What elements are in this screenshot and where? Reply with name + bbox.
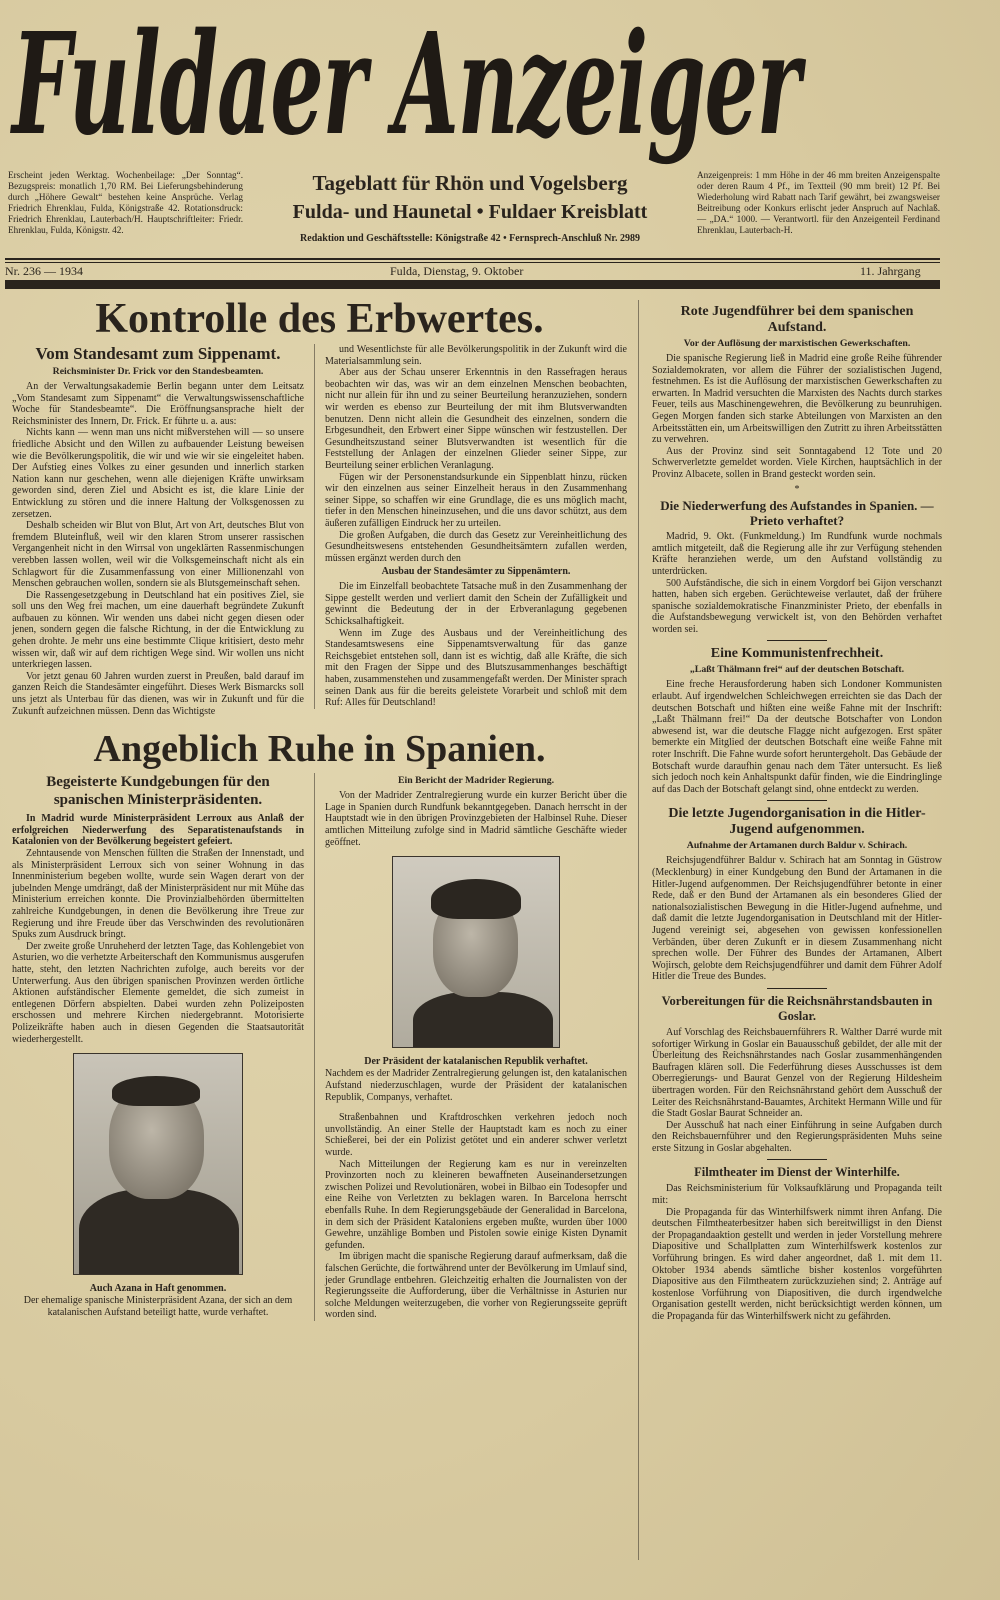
masthead-address: Redaktion und Geschäftsstelle: Königstraße 42 • Fernsprech-Anschluß Nr. 2989 [300,233,640,244]
paragraph-list [12,813,304,848]
paragraph-list [12,381,304,717]
divider [767,988,827,989]
issue-date: Fulda, Dienstag, 9. Oktober [390,264,524,278]
advertising-info: Anzeigenpreis: 1 mm Höhe in der 46 mm breiten Anzeigenspalte oder deren Raum 4 Pf., im Textteil (90 mm breit) 12 Pf. Bei Wiederholung wird Rabatt nach Tarif gewährt, bei zwangsweiser Beitreibung oder Konkurs erlischt jeder Anspruch auf Nachlaß. — „DA.“ 1000. — Verantwortl. für den Anzeigenteil Ferdinand Ehrenklau, Lauterbach-H. [697,170,940,235]
caption-text: Der ehemalige spanische Ministerpräsident Azana, der sich an dem katalanischen Aufstand beteiligt hatte, wurde verhaftet. [23,1295,293,1319]
article-title: Die Niederwerfung des Aufstandes in Spanien. — Prieto verhaftet? [660,498,934,529]
divider [5,280,940,289]
paragraph-list [325,790,627,848]
article-dek: Aufnahme der Artamanen durch Baldur v. Schirach. [686,840,908,852]
paragraph: Der zweite große Unruheherd der letzten Tage, das Kohlengebiet von Asturien, wo die verhetzte Arbeiterschaft den Kommunismus ausgerufen hatte, steht, den letzten Nachrichten zufolge, auch bereits vor der Unterwerfung. Aus den übrigen spanischen Provinzen werden örtliche Aktionen aufständischer Elemente gemeldet, die sich zumeist in entlegenen Dörfern abspielten. Dabei wurden zehn Polizeiposten erschossen und mehrere Kirchen niedergebrannt. Motorisierte Polizeikräfte haben auch in diesen Gegenden die Staatsautorität wiederhergestellt. [12,940,304,1045]
paragraph: 500 Aufständische, die sich in einem Vorgdorf bei Gijon verschanzt hatten, haben sich ergeben. Gerüchteweise verlautet, daß der frühere spanische sozialdemokratische Finanzminister Prieto, der ebenfalls in die Aufstandsbewegung verwickelt ist, von den Behörden verhaftet worden sei. [652,577,942,635]
main-stories [12,294,627,1321]
paragraph: Zehntausende von Menschen füllten die Straßen der Innenstadt, und als Ministerpräsident Lerroux sich von seiner Wohnung in das Innenministerium begeben wollte, wurde sein Wagen derart von der jubelnden Menge umdrängt, daß der Ministerpräsident nur mit Mühe das Ministerium erreichen konnte. Die Provinzialbehörden übermittelten zahlreiche Kundgebungen, in denen die Bevölkerung ihre Treue zur Regierung und ihre Freude über das Verschwinden des revolutionären Spuks zum Ausdruck bringt. [12,848,304,941]
paragraph-list [652,855,942,983]
paragraph: Die Rassengesetzgebung in Deutschland hat ein positives Ziel, sie soll uns den Weg frei machen, um eine dauerhaft begründete Zukunft aufbauen zu können. Wir wenden uns dabei nicht gegen diesen oder jenen, sondern gegen die falsche Richtung, in der die Entwicklung zu gehen drohte. Je mehr uns eine bestimmte Clique kritisiert, desto mehr wissen wir, daß wir auf dem richtigen Wege sind. Wir wollen uns nicht unterkriegen lassen. [12,589,304,671]
paragraph: Vor jetzt genau 60 Jahren wurden zuerst in Preußen, bald darauf im ganzen Reich die Standesämter eingeführt. Dieses Werk Bismarcks soll uns jetzt als Unterbau für das dienen, was wir in Zukunft und für die Zukunft aufzeichnen müssen. Denn das Wichtigste [12,670,304,717]
masthead-subtitle-2: Fulda- und Haunetal • Fuldaer Kreisblatt [292,201,648,223]
paragraph-list [325,1112,627,1321]
paragraph: Auf Vorschlag des Reichsbauernführers R. Walther Darré wurde mit sofortiger Wirkung in Goslar ein Bauausschuß gebildet, der alle mit der Überleitung des Reichsnährstandes nach Goslar zusammenhängenden Baufragen klären soll. Die Federführung dieses Ausschusses ist dem Oberregierungs- und Baurat Genzel von der Regierung Hildesheim übertragen worden. Für den Reichsnährstand gehört dem Ausschuß der Leiter des Reichsnährstand-Bauamtes, Architekt Hermann Wille und für die Stadt Goslar Baurat Schneider an. [652,1026,942,1120]
right-column [652,304,942,1323]
column-rule [638,300,639,1560]
caption-title: Auch Azana in Haft genommen. [89,1283,227,1295]
caption-title: Der Präsident der katalanischen Republik verhaftet. [364,1056,588,1068]
paragraph-list [12,848,304,1045]
volume: 11. Jahrgang [860,264,921,278]
paragraph-list [325,344,627,564]
paragraph: Madrid, 9. Okt. (Funkmeldung.) Im Rundfunk wurde nochmals amtlich mitgeteilt, daß die Regierung alle ihr zur Verfügung stehenden Kräfte heranziehen werde, um den Aufstand vollständig zu unterdrücken. [652,531,942,577]
paragraph: Die spanische Regierung ließ in Madrid eine große Reihe führender Sozialdemokraten, vor allem die Führer der sozialistischen Jugend, festnehmen. Es ist die Auflösung der marxistischen Gewerkschaften zu erwarten. In Madrid versuchten die Marxisten des Nachts durch starkes Feuer, teils aus Maschinengewehren, die Bevölkerung zu beunruhigen. Gegen Morgen fanden sich starke Abteilungen von Marxisten an den Arbeitsstätten ein, um Arbeitswilligen den Zutritt zu ihren Arbeitsstätten zu verwehren. [652,353,942,446]
article-dek: Reichsminister Dr. Frick vor den Standesbeamten. [52,366,264,377]
paragraph: Fügen wir der Personenstandsurkunde ein Sippenblatt hinzu, rücken wir den einzelnen aus seiner Einzelheit heraus in den Zusammenhang seiner Sippe, so schaffen wir eine Grundlage, die es uns möglich macht, tiefer in den Menschen hineinzusehen, und die uns davor schützt, aus dem äußeren zufälligen Eindruck her zu urteilen. [325,471,627,529]
paragraph-list [652,679,942,795]
photo-azana [73,1053,243,1275]
paragraph-list [325,581,627,709]
paragraph: Die im Einzelfall beobachtete Tatsache muß in den Zusammenhang der Sippe gestellt werden und verliert damit den Schein der Zufälligkeit und gewinnt die Bedeutung der in der Erbveranlagung gegebenen Schicksalhaftigkeit. [325,581,627,628]
publisher-info: Erscheint jeden Werktag. Wochenbeilage: „Der Sonntag“. Bezugspreis: monatlich 1,70 RM. Bei Lieferungsbehinderung durch „Höhere Gewalt“ bestehen keine Ansprüche. Verlag Friedrich Ehrenklau, Fulda, Königstraße 42. Rotationsdruck: Friedrich Ehrenklau, Lauterbach/H. Hauptschriftleiter: Friedr. Ehrenklau, Fulda, Königstr. 42. [8,170,243,235]
paragraph: An der Verwaltungsakademie Berlin begann unter dem Leitsatz „Vom Standesamt zum Sippenamt“ die Verwaltungswissenschaftliche Woche für Standesbeamte“. Die Eröffnungsansprache hielt der Reichsminister des Innern, Dr. Frick. Er führte u. a. aus: [12,381,304,427]
headline-spanien: Angeblich Ruhe in Spanien. [93,728,546,771]
article-title: Rote Jugendführer bei dem spanischen Aufstand. [680,304,914,335]
paragraph: Aus der Provinz sind seit Sonntagabend 12 Tote und 20 Schwerverletzte gemeldet worden. Viele Kirchen, hauptsächlich in der Provinz Albacete, sollen in Brand gesteckt worden sein. [652,445,942,480]
article-title: Begeisterte Kundgebungen für den spanischen Ministerpräsidenten. [46,774,270,809]
paragraph: Reichsjugendführer Baldur v. Schirach hat am Sonntag in Güstrow (Mecklenburg) in einer Kundgebung den Bund der Artamanen in die Hitler-Jugend aufgenommen. Der Reichsjugendführer betonte in einer Rede, daß er den Bund der Artamanen als ein besonderes Glied der nationalsozialistischen Bewegung in die Hitler-Jugend aufnehme, und daß damit die letzte Jugendorganisation in Deutschland mit der Hitler-Jugend vereinigt sei, abgesehen von gewissen konfessionellen Verbänden, über deren Zukunft er in diesem Zusammenhang nicht sprechen wolle. Der Führer des Bundes der Artamanen, Albert Wojirsch, gelobte dem Reichsjugendführer und damit dem Führer Adolf Hitler die Treue des Bundes. [652,855,942,983]
headline-erbwert: Kontrolle des Erbwertes. [95,296,544,342]
paragraph: Wenn im Zuge des Ausbaus und der Vereinheitlichung des Standesamtswesens eine Sippenamtsverwaltung für das ganze Reichsgebiet entstehen soll, dann ist es wichtig, daß alle Kräfte, die sich mit den Fragen der Sippe und des Blutszusammenhanges beschäftigt haben, zusammenstehen und zusammengefaßt werden. Der Minister sprach seinen Dank aus für die bereits geleistete Vorarbeit und schloß mit dem Ruf: Alles für Deutschland! [325,627,627,709]
article-title: Eine Kommunistenfrechheit. [710,646,884,662]
asterisk-separator: * [794,483,800,495]
paragraph: Von der Madrider Zentralregierung wurde ein kurzer Bericht über die Lage in Spanien durch Rundfunk bekanntgegeben. Danach herrscht in der Hauptstadt wie in den übrigen Provinzgebieten der Halbinsel Ruhe. Dieser amtlichen Mitteilung zufolge sind in Madrid sämtliche Geschäfte wieder geöffnet. [325,790,627,848]
paragraph-list [652,353,942,481]
paragraph: Straßenbahnen und Kraftdroschken verkehren jedoch noch unvollständig. An einer Stelle der Hauptstadt kam es noch zu einer Schießerei, bei der ein Polizist getötet und ein anderer schwer verletzt wurde. [325,1112,627,1158]
paragraph: Aber aus der Schau unserer Erkenntnis in den Rassefragen heraus beobachten wir das, was wir an dem einzelnen Menschen beobachten, nicht nur allein für ihn und zu seiner Beurteilung heranzuziehen, sondern wir werden es ebenso zur Beurteilung der mit ihm Blutsverwandten benutzen. Denn nicht allein die Gesundheit des einzelnen, sondern die Erbgesundheit, den Erbwert einer Sippe wünschen wir festzustellen. Der Gesundheitszustand seiner Blutsverwandten ist wesentlich für die Feststellung der Anlagen der einzelnen Glieder seiner Sippe, zur Beurteilung seiner erblichen Veranlagung. [325,367,627,471]
paragraph: In Madrid wurde Ministerpräsident Lerroux aus Anlaß der erfolgreichen Niederwerfung des Separatistenaufstands in Katalonien von der Bevölkerung begeistert gefeiert. [12,813,304,848]
divider [767,800,827,801]
caption-text: Nachdem es der Madrider Zentralregierung gelungen ist, den katalanischen Aufstand niederzuschlagen, wurde der Präsident der katalanischen Republik, Companys, verhaftet. [325,1068,627,1104]
paragraph: Eine freche Herausforderung haben sich Londoner Kommunisten erlaubt. Auf irgendwelchen Schleichwegen erreichten sie das Dach der deutschen Botschaft und hißten eine weiße Fahne mit der Inschrift: „Laßt Thälmann frei!“ Da der deutsche Botschafter von London abwesend ist, war die deutsche Flagge nicht aufgezogen. Erst später bemerkte ein Mitglied der deutschen Botschaft eine weiße Fahne mit roter Inschrift. Die Fahne wurde sofort heruntergeholt. Das Gebäude der Botschaft wurde daraufhin genau nach dem Täter untersucht. Es ließ sich jedoch noch kein Anhaltspunkt dafür finden, wie die Eindringlinge auf das Dach der Botschaft gelangt sind, ohne entdeckt zu werden. [652,679,942,795]
article-subhead: Ausbau der Standesämter zu Sippenämtern. [381,566,571,578]
paragraph: Nach Mitteilungen der Regierung kam es nur in vereinzelten Provinzorten noch zu kleineren bewaffneten Auseinandersetzungen zwischen Polizei und Revolutionären, wobei in Bilbao ein Todesopfer und eine Reihe von Verletzten zu beklagen waren. In Barcelona herrscht ebenfalls Ruhe. In dem Regierungsgebäude der Generalidad in Barcelona, in dem sich der Präsident Kataloniens ergeben mußte, wurden über 1000 Gewehre, unzählige Bomben und Pistolen sowie einige Kisten Dynamit gefunden. [325,1158,627,1251]
paragraph: Die großen Aufgaben, die durch das Gesetz zur Vereinheitlichung des Gesundheitswesens entstehenden Gesundheitsämtern zufallen werden, müssen ergänzt werden durch den [325,529,627,564]
article-title: Filmtheater im Dienst der Winterhilfe. [694,1165,900,1180]
paragraph: Nichts kann — wenn man uns nicht mißverstehen will — so unsere friedliche Absicht und den Willen zu aufbauender Leistung beweisen wie die Bevölkerungspolitik, die wir und wie wir sie eingeleitet haben. Der Aufstieg eines Volkes zu einer gesunden und innerlich starken Nation kann nur geschehen, wenn alle diejenigen Kräfte unwirksam geworden sind, deren Ziel und Absicht es ist, die klare Linie der Entwicklung zu stören und die innere Haltung der Volksgenossen zu zersetzen. [12,427,304,520]
masthead-subtitle: Tageblatt für Rhön und Vogelsberg [312,171,628,195]
paragraph: und Wesentlichste für alle Bevölkerungspolitik in der Zukunft wird die Materialsammlung sein. [325,344,627,367]
photo-companys [392,856,560,1048]
paragraph: Das Reichsministerium für Volksaufklärung und Propaganda teilt mit: [652,1183,942,1207]
article-title: Vorbereitungen für die Reichsnährstandsbauten in Goslar. [661,993,933,1023]
divider [5,262,940,263]
article-spanien [12,773,627,1321]
paragraph: Der Ausschuß hat nach einer Einführung in seine Aufgaben durch den Reichsbauernführer und den Regierungspräsidenten Muhs seine erste Sitzung in Goslar abgehalten. [652,1119,942,1154]
paragraph: Im übrigen macht die spanische Regierung darauf aufmerksam, daß die falschen Gerüchte, die fortwährend unter der Bevölkerung im Umlauf sind, jeder Grundlage entbehren. Gleichzeitig erhalten die Journalisten von der Regierungsseite die Aufforderung, über die Verhältnisse in Asturien nur solche Meldungen weiterzugeben, die vorher von Regierungsseite geprüft worden sind. [325,1251,627,1321]
caption-companys [325,1056,627,1104]
article-sippenamt [12,344,627,717]
paragraph-list [652,1183,942,1322]
article-title: Vom Standesamt zum Sippenamt. [35,344,281,363]
paragraph: Die Propaganda für das Winterhilfswerk nimmt ihren Anfang. Die deutschen Filmtheaterbesitzer haben sich bereitwilligst in den Dienst der Propagandaaktion gestellt und werden in jeder Vorstellung mehrere Diapositive und Schallplatten zum Winterhilfswerk kostenlos zur Vorführung bringen. Es wird daher angeordnet, daß 1. mit dem 11. Oktober 1934 abends sämtliche bisher kostenlos vorgeführten Diapositive aus den Filmtheatern zurückzuziehen sind; 2. Anträge auf kostenlose Vorführung von Diapositiven, die durch irgendwelche Organisation gestellt werden, nicht berücksichtigt werden können, um die Propaganda für das Winterhilfswerk nicht zu gefährden. [652,1206,942,1322]
paragraph-list [652,531,942,635]
masthead-title: Fuldaer Anzeiger [12,3,800,167]
paragraph: Deshalb scheiden wir Blut von Blut, Art von Art, deutsches Blut von fremdem Bluteinfluß, weil wir den klaren Strom unserer rassischen Vergangenheit nicht in den Wirrsal von ungeklärten Rassenmischungen verebben lassen wollen, weil wir die Volksgemeinschaft nicht als ein Schlagwort für die Zusammenfassung von einer Millionenzahl von Menschen gebrauchen wollen, sondern sie als Blutsgemeinschaft sehen. [12,520,304,590]
paragraph-list [652,1027,942,1155]
article-title: Die letzte Jugendorganisation in die Hitler-Jugend aufgenommen. [668,806,926,838]
article-dek: „Laßt Thälmann frei“ auf der deutschen Botschaft. [689,664,905,676]
caption-azana [12,1283,304,1319]
article-dek: Vor der Auflösung der marxistischen Gewerkschaften. [683,338,911,349]
divider [5,258,940,260]
divider [767,640,827,641]
issue-number: Nr. 236 — 1934 [5,264,83,278]
article-dek: Ein Bericht der Madrider Regierung. [397,775,555,787]
divider [767,1159,827,1160]
